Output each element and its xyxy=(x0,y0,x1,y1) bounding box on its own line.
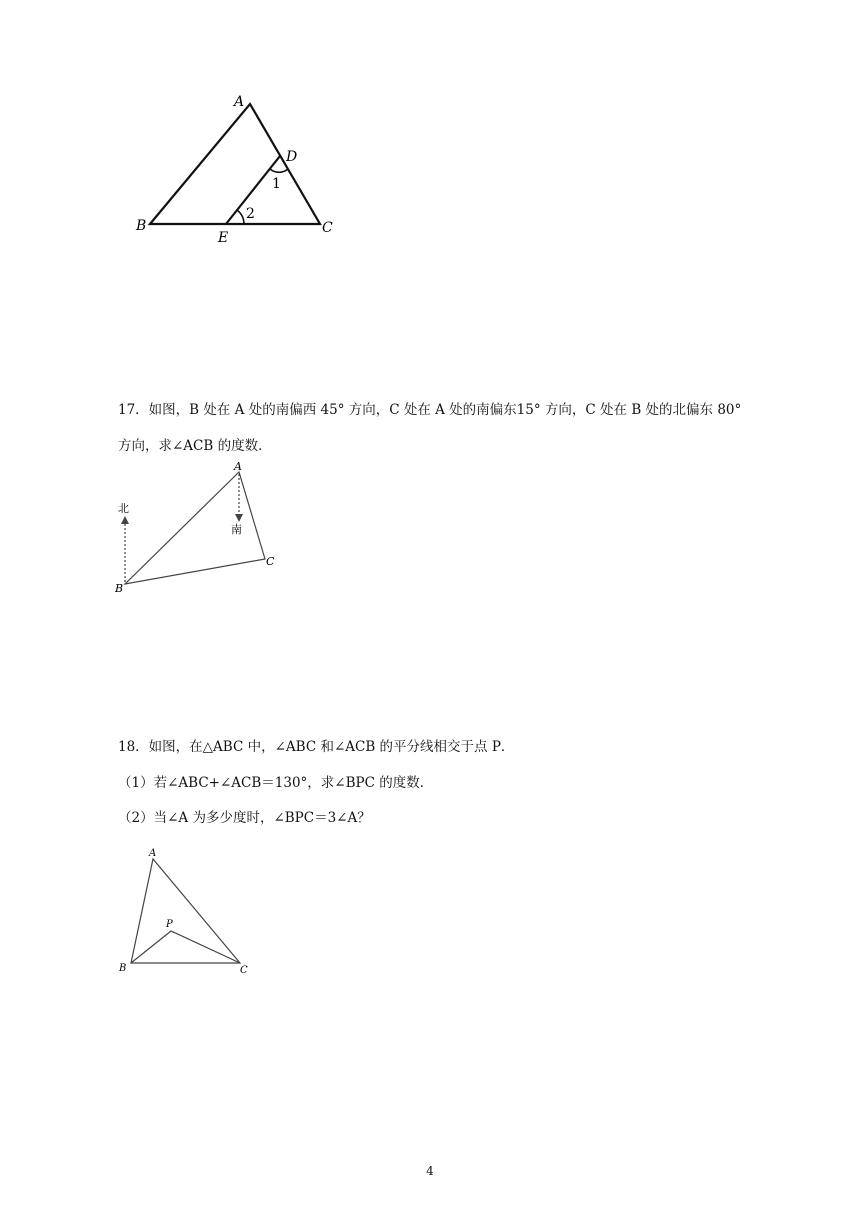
figure-18-triangle xyxy=(110,845,260,980)
q17-line-2: 方向，求∠ACB 的度数． xyxy=(118,438,272,454)
south-arrow-head xyxy=(235,514,243,522)
triangle-abc xyxy=(125,472,265,584)
label-c: C xyxy=(322,220,333,236)
label-a: A xyxy=(149,848,157,859)
label-c: C xyxy=(240,965,248,976)
triangle-abc xyxy=(131,859,240,963)
label-south: 南 xyxy=(231,523,242,536)
angle-2-arc xyxy=(237,210,244,224)
label-b: B xyxy=(136,218,147,234)
label-b: B xyxy=(115,582,124,595)
figure-16-triangle xyxy=(130,90,350,250)
label-d: D xyxy=(286,149,298,165)
figure-17-bearing xyxy=(110,460,290,600)
label-p: P xyxy=(166,919,173,930)
label-a: A xyxy=(234,94,245,110)
bisectors-bpc xyxy=(131,931,240,963)
label-a: A xyxy=(234,460,242,473)
label-angle-1: 1 xyxy=(272,176,281,192)
label-north: 北 xyxy=(118,502,129,515)
page-number: 4 xyxy=(426,1164,434,1178)
label-c: C xyxy=(266,555,275,568)
q18-line-3: （2）当∠A 为多少度时，∠BPC＝3∠A？ xyxy=(118,810,371,826)
q17-line-1: 17．如图，B 处在 A 处的南偏西 45° 方向，C 处在 A 处的南偏东15° 方向，C 处在 B 处的北偏东 80° xyxy=(118,402,742,418)
angle-1-arc xyxy=(270,169,288,172)
label-b: B xyxy=(119,963,127,974)
q18-line-1: 18．如图，在△ABC 中，∠ABC 和∠ACB 的平分线相交于点 P． xyxy=(118,739,515,755)
q18-line-2: （1）若∠ABC+∠ACB＝130°，求∠BPC 的度数． xyxy=(118,775,434,791)
north-arrow-head xyxy=(121,516,129,524)
label-e: E xyxy=(218,230,229,246)
label-angle-2: 2 xyxy=(246,206,255,222)
